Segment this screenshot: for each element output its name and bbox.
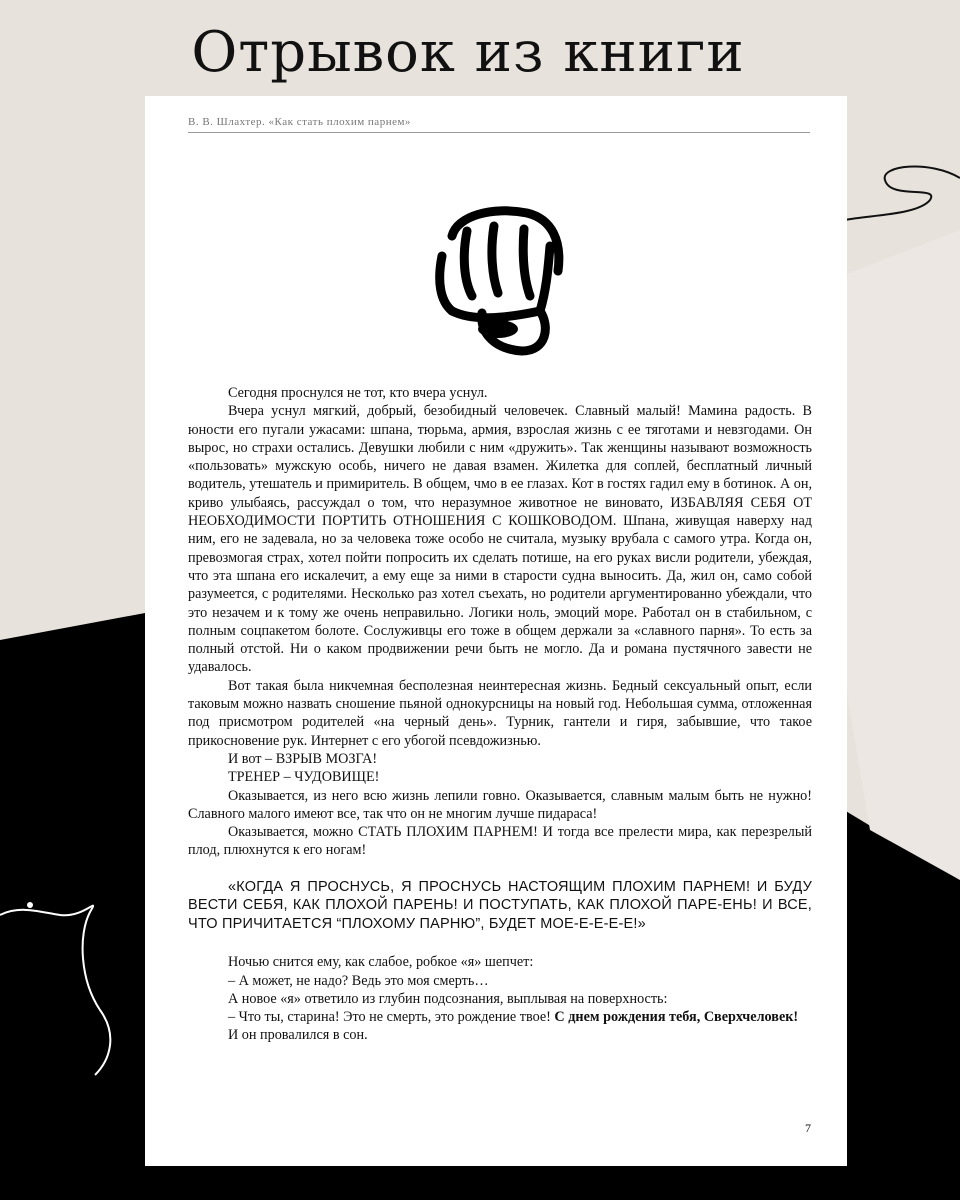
paragraph: Оказывается, из него всю жизнь лепили говно. Оказывается, славным малым быть не нужно! Славного малого имеют все, так что он не многим лучше пидараса! <box>188 787 812 822</box>
squiggle-right <box>845 166 960 220</box>
final-line-bold: С днем рождения тебя, Сверхчеловек! <box>554 1009 799 1026</box>
paragraph: – А может, не надо? Ведь это моя смерть… <box>228 972 489 989</box>
quote-block: «КОГДА Я ПРОСНУСЬ, Я ПРОСНУСЬ НАСТОЯЩИМ ПЛОХИМ ПАРНЕМ! И БУДУ ВЕСТИ СЕБЯ, КАК ПЛОХОЙ ПАРЕНЬ! И ПОСТУПАТЬ, КАК ПЛОХОЙ ПАРЕ-ЕНЬ! И ВСЕ, ЧТО ПРИЧИТАЕТСЯ “ПЛОХОМУ ПАРНЮ”, БУДЕТ МОЕ-Е-Е-Е-Е!» <box>188 878 812 932</box>
paragraph: И вот – ВЗРЫВ МОЗГА! <box>228 750 378 767</box>
page-number: 7 <box>805 1121 811 1135</box>
final-paragraph <box>188 1008 812 1026</box>
paragraph: Оказывается, можно СТАТЬ ПЛОХИМ ПАРНЕМ! И тогда все прелести мира, как перезрелый плод, плюхнутся к его ногам! <box>188 824 812 859</box>
paragraph: Вчера уснул мягкий, добрый, безобидный человечек. Славный малый! Мамина радость. В юности его пугали ужасами: шпана, тюрьма, армия, взрослая жизнь с ее тяготами и невзгодами. Он вырос, но страхи остались. Девушки любили с ним «дружить». Так женщины называют возможность «пользовать» мужскую особь, ничего не давая взамен. Жилетка для соплей, бесплатный личный водитель, утешатель и примиритель. В общем, чмо в ее глазах. Кот в гостях гадил ему в ботинок. А он, криво улыбаясь, рассуждал о том, что неразумное животное не виновато, ИЗБАВЛЯЯ СЕБЯ ОТ НЕОБХОДИМОСТИ ПОРТИТЬ ОТНОШЕНИЯ С КОШКОВОДОМ. Шпана, живущая наверху над ним, его не задевала, но за человека тоже особо не считала, музыку врубала с самого утра. Когда он, превозмогая страх, хотел пойти попросить их сделать потише, на его руках висли родители, убеждая, что эта шпана его искалечит, а ему еще за ними в старости судна выносить. Да, жил он, само собой разумеется, с родителями. Несколько раз хотел съехать, но родители аргументированно убеждали, что это незачем и к тому же очень неправильно. Логики ноль, эмоций море. Работал он в стабильном, с полным соцпакетом болоте. Сослуживцы его тоже в общем держали за «славного парня». То есть за полный отстой. Ни о каком продвижении речи быть не могло. Да и романа пустячного завести не удавалось. <box>188 403 812 676</box>
running-head: В. В. Шлахтер. «Как стать плохим парнем» <box>188 116 810 133</box>
closing-line: И он провалился в сон. <box>228 1027 368 1044</box>
paragraph: А новое «я» ответило из глубин подсознания, выплывая на поверхность: <box>228 990 668 1007</box>
fist-icon <box>432 201 565 356</box>
headline: Отрывок из книги <box>191 20 745 85</box>
paragraph: Ночью снится ему, как слабое, робкое «я» шепчет: <box>228 954 534 971</box>
book-page <box>145 96 847 1166</box>
paragraph: ТРЕНЕР – ЧУДОВИЩЕ! <box>228 769 380 786</box>
paragraph: Сегодня проснулся не тот, кто вчера уснул. <box>228 385 488 401</box>
body-text <box>188 384 812 1045</box>
final-line-normal: – Что ты, старина! Это не смерть, это рождение твое! <box>228 1009 555 1026</box>
dot-left-1 <box>27 902 33 908</box>
paragraph: Вот такая была никчемная бесполезная неинтересная жизнь. Бедный сексуальный опыт, если таковым можно назвать сношение пьяной однокурсницы на новый год. Небольшая сумма, отложенная под присмотром родителей «на черный день». Турник, гантели и гиря, забывшие, что такое прикосновение рук. Интернет с его убогой псевдожизнью. <box>188 677 812 749</box>
